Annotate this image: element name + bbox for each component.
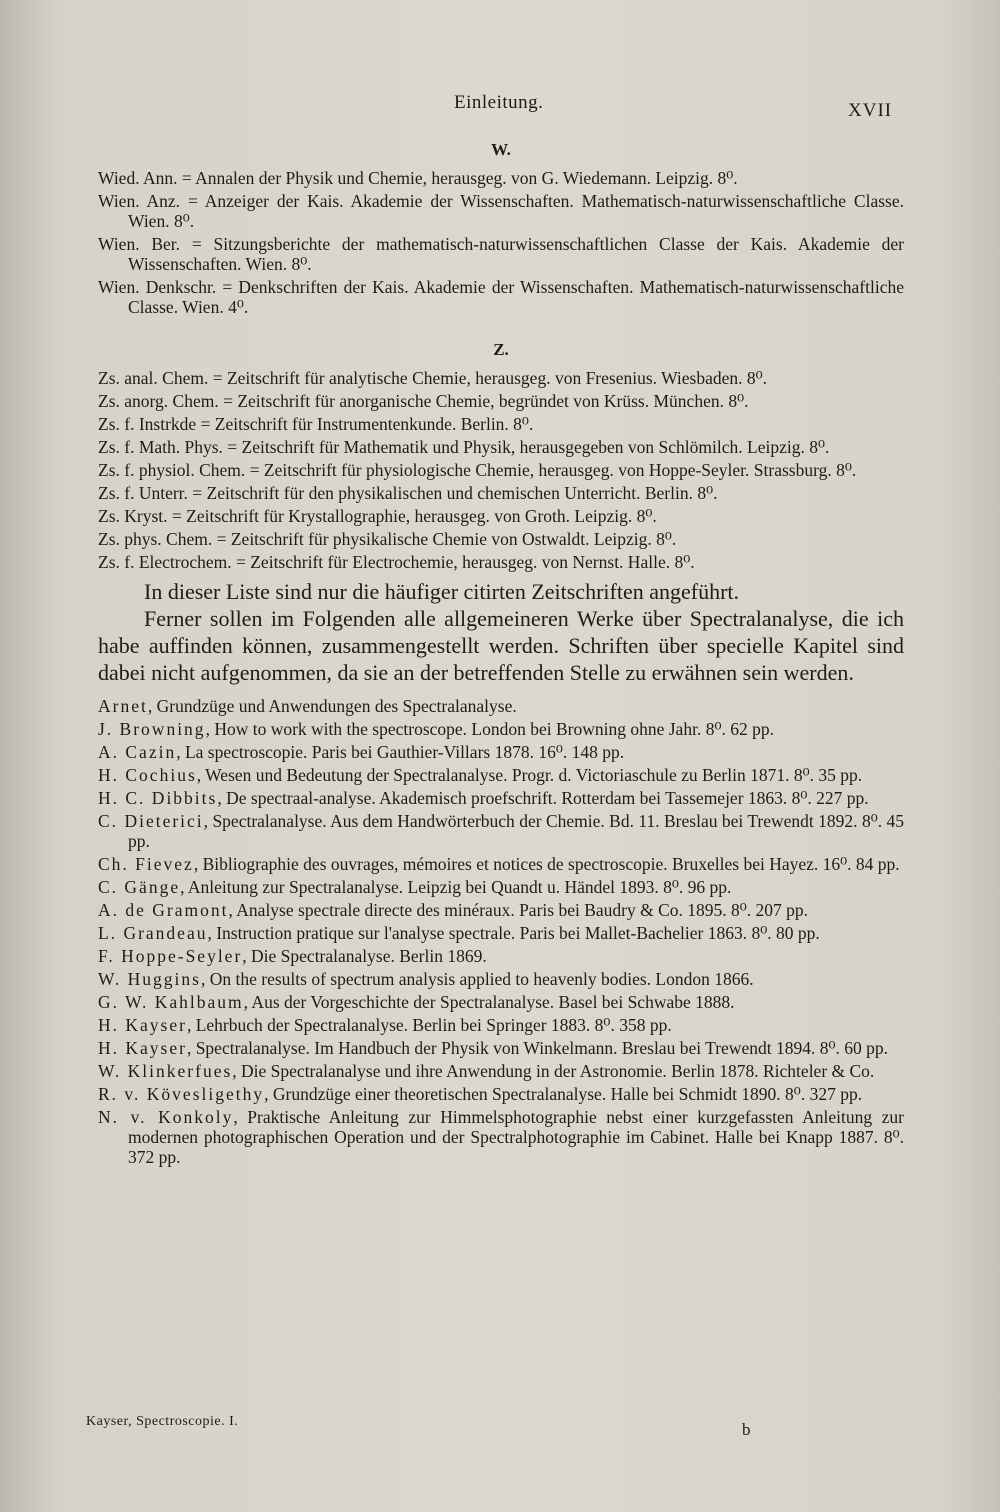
entry-author: C. Dieterici	[98, 811, 204, 831]
entry-author: A. de Gramont	[98, 900, 229, 920]
abbreviation-entry: Zs. f. Instrkde = Zeitschrift für Instrumentenkunde. Berlin. 8⁰.	[98, 414, 534, 434]
intro-text	[98, 578, 904, 686]
page-number: XVII	[848, 100, 893, 121]
bibliography-entry	[98, 1061, 904, 1081]
abbreviation-entry: Zs. f. Unterr. = Zeitschrift für den physikalischen und chemischen Unterricht. Berlin. 8⁰.	[98, 483, 718, 503]
entry-author: J. Browning	[98, 719, 206, 739]
entry-author: R. v. Kövesligethy	[98, 1084, 265, 1104]
bibliography-list	[98, 696, 904, 1167]
entry-author: G. W. Kahlbaum	[98, 992, 244, 1012]
bibliography-entry	[98, 923, 904, 943]
signature-mark: b	[742, 1420, 751, 1439]
entry-author: H. Cochius	[98, 765, 197, 785]
intro-paragraph: Ferner sollen im Folgenden alle allgemeineren Werke über Spectralanalyse, die ich habe auffinden können, zusammengestellt werden. Schriften über specielle Kapitel sind dabei nicht aufgenommen, da sie an der betreffenden Stelle zu erwähnen sein werden.	[98, 606, 904, 685]
entry-author: F. Hoppe-Seyler	[98, 946, 243, 966]
abbreviation-entry: Wien. Denkschr. = Denkschriften der Kais. Akademie der Wissenschaften. Mathematisch-naturwissenschaftliche Classe. Wien. 4⁰.	[98, 277, 904, 317]
entry-text: , Grundzüge und Anwendungen des Spectralanalyse.	[147, 696, 517, 716]
section-z	[98, 340, 904, 572]
entry-text: , Die Spectralanalyse. Berlin 1869.	[242, 946, 487, 966]
entry-author: A. Cazin	[98, 742, 177, 762]
abbreviation-entry: Wied. Ann. = Annalen der Physik und Chemie, herausgeg. von G. Wiedemann. Leipzig. 8⁰.	[98, 168, 738, 188]
entry-text: , Aus der Vorgeschichte der Spectralanalyse. Basel bei Schwabe 1888.	[243, 992, 735, 1012]
entry-text: , Praktische Anleitung zur Himmelsphotographie nebst einer kurzgefassten Anleitung zur modernen photographischen Operation und der Spectralphotographie im Cabinet. Halle bei Knapp 1887. 8⁰. 372 pp.	[128, 1107, 904, 1167]
bibliography-entry	[98, 877, 904, 897]
entry-text: , Lehrbuch der Spectralanalyse. Berlin bei Springer 1883. 8⁰. 358 pp.	[186, 1015, 672, 1035]
abbreviation-entry: Zs. Kryst. = Zeitschrift für Krystallographie, herausgeg. von Groth. Leipzig. 8⁰.	[98, 506, 657, 526]
entry-author: H. Kayser	[98, 1015, 187, 1035]
abbreviation-entry: Zs. anal. Chem. = Zeitschrift für analytische Chemie, herausgeg. von Fresenius. Wiesbaden. 8⁰.	[98, 368, 768, 388]
page-body	[98, 140, 904, 1170]
entry-text: , Wesen und Bedeutung der Spectralanalyse. Progr. d. Victoriaschule zu Berlin 1871. 8⁰. 35 pp.	[196, 765, 863, 785]
abbreviation-entry: Zs. phys. Chem. = Zeitschrift für physikalische Chemie von Ostwaldt. Leipzig. 8⁰.	[98, 529, 677, 549]
page-header	[0, 92, 1000, 122]
bibliography-entry	[98, 788, 904, 808]
entry-text: , Anleitung zur Spectralanalyse. Leipzig bei Quandt u. Händel 1893. 8⁰. 96 pp.	[180, 877, 732, 897]
entry-text: , Instruction pratique sur l'analyse spectrale. Paris bei Mallet-Bachelier 1863. 8⁰. 80 pp.	[207, 923, 820, 943]
abbreviation-entry: Zs. anorg. Chem. = Zeitschrift für anorganische Chemie, begründet von Krüss. München. 8⁰.	[98, 391, 749, 411]
abbreviation-entry: Wien. Ber. = Sitzungsberichte der mathematisch-naturwissenschaftlichen Classe der Kais. Akademie der Wissenschaften. Wien. 8⁰.	[98, 234, 904, 274]
entry-author: W. Huggins	[98, 969, 201, 989]
bibliography-entry	[98, 1084, 904, 1104]
running-title: Einleitung.	[454, 92, 544, 113]
bibliography-entry	[98, 765, 904, 785]
page-footer	[86, 1414, 786, 1454]
entry-text: , Spectralanalyse. Aus dem Handwörterbuch der Chemie. Bd. 11. Breslau bei Trewendt 1892. 8⁰. 45 pp.	[128, 811, 904, 851]
entry-author: Arnet	[98, 696, 148, 716]
bibliography-entry	[98, 719, 904, 739]
bibliography-entry	[98, 742, 904, 762]
entry-text: , Spectralanalyse. Im Handbuch der Physik von Winkelmann. Breslau bei Trewendt 1894. 8⁰. 60 pp.	[186, 1038, 888, 1058]
entry-author: H. Kayser	[98, 1038, 187, 1058]
abbreviation-entry: Zs. f. Math. Phys. = Zeitschrift für Mathematik und Physik, herausgegeben von Schlömilch. Leipzig. 8⁰.	[98, 437, 830, 457]
footer-source: Kayser, Spectroscopie. I.	[86, 1414, 239, 1429]
entry-text: , Analyse spectrale directe des minéraux. Paris bei Baudry & Co. 1895. 8⁰. 207 pp.	[228, 900, 809, 920]
entry-author: L. Grandeau	[98, 923, 208, 943]
bibliography-entry	[98, 811, 904, 851]
section-gap	[98, 320, 904, 340]
entry-text: , La spectroscopie. Paris bei Gauthier-Villars 1878. 16⁰. 148 pp.	[176, 742, 625, 762]
section-letter: W.	[491, 140, 511, 159]
abbreviation-entry: Zs. f. Electrochem. = Zeitschrift für Electrochemie, herausgeg. von Nernst. Halle. 8⁰.	[98, 552, 695, 572]
intro-paragraph: In dieser Liste sind nur die häufiger citirten Zeitschriften angeführt.	[144, 579, 740, 604]
entry-author: H. C. Dibbits	[98, 788, 218, 808]
entry-author: Ch. Fievez	[98, 854, 194, 874]
bibliography-entry	[98, 992, 904, 1012]
entry-text: , Bibliographie des ouvrages, mémoires et notices de spectroscopie. Bruxelles bei Hayez. 16⁰. 84 pp.	[193, 854, 900, 874]
bibliography-entry	[98, 1038, 904, 1058]
bibliography-entry	[98, 1107, 904, 1167]
abbreviation-entry: Zs. f. physiol. Chem. = Zeitschrift für physiologische Chemie, herausgeg. von Hoppe-Seyler. Strassburg. 8⁰.	[98, 460, 857, 480]
entry-text: , De spectraal-analyse. Akademisch proefschrift. Rotterdam bei Tassemejer 1863. 8⁰. 227 pp.	[217, 788, 869, 808]
abbreviation-entry: Wien. Anz. = Anzeiger der Kais. Akademie der Wissenschaften. Mathematisch-naturwissenschaftliche Classe. Wien. 8⁰.	[98, 191, 904, 231]
entry-author: W. Klinkerfues	[98, 1061, 233, 1081]
bibliography-entry	[98, 1015, 904, 1035]
entry-text: , Die Spectralanalyse und ihre Anwendung in der Astronomie. Berlin 1878. Richteler & Co.	[232, 1061, 875, 1081]
bibliography-entry	[98, 946, 904, 966]
entry-author: C. Gänge	[98, 877, 181, 897]
bibliography-entry	[98, 696, 904, 716]
entry-text: , On the results of spectrum analysis applied to heavenly bodies. London 1866.	[200, 969, 754, 989]
bibliography-entry	[98, 969, 904, 989]
entry-text: , How to work with the spectroscope. London bei Browning ohne Jahr. 8⁰. 62 pp.	[205, 719, 774, 739]
entry-author: N. v. Konkoly	[98, 1107, 234, 1127]
bibliography-entry	[98, 854, 904, 874]
entry-text: , Grundzüge einer theoretischen Spectralanalyse. Halle bei Schmidt 1890. 8⁰. 327 pp.	[264, 1084, 863, 1104]
section-w	[98, 140, 904, 317]
bibliography-entry	[98, 900, 904, 920]
section-letter: Z.	[493, 340, 509, 359]
